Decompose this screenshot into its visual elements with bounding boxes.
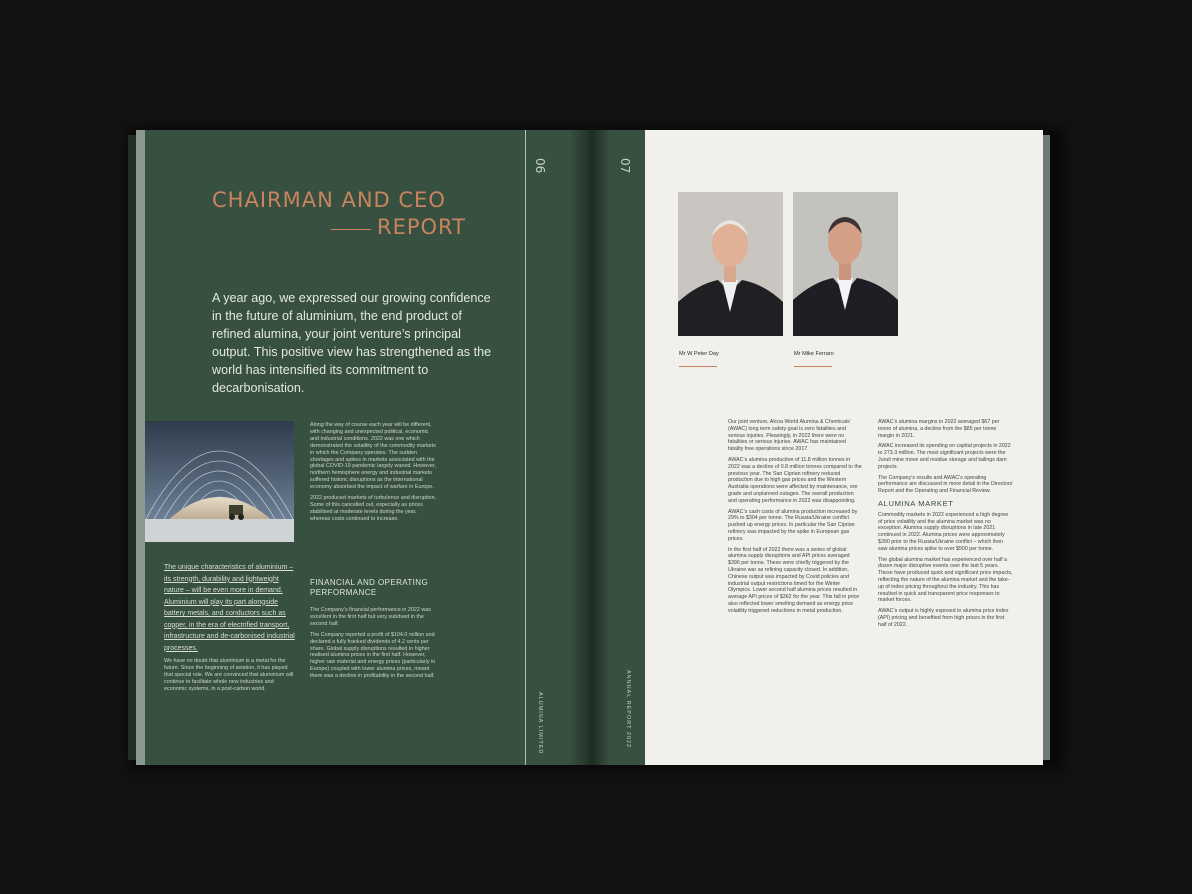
section-heading-alumina-market: ALUMINA MARKET — [878, 498, 954, 508]
portrait-photo-chairman — [678, 192, 783, 336]
paragraph: 2022 produced markets of turbulence and disruption. Some of this cancelled out, especially as prices stabilised at moderate levels during the year, whereas costs continued to increase. — [310, 495, 437, 522]
paragraph: We have no doubt that aluminium is a metal for the future. Since the beginning of aviation, it has played that special role. We are convinced that aluminium will continue to facilitate whole new industries and economic systems, in a post-carbon world. — [164, 658, 294, 692]
left-column3-text — [164, 658, 296, 697]
left-column1-text — [310, 422, 437, 527]
report-title-line2: REPORT — [377, 215, 466, 239]
spine-label-left: ALUMINA LIMITED — [537, 692, 543, 755]
spine-label-right: ANNUAL REPORT 2022 — [625, 670, 631, 749]
right-column2-text — [878, 419, 1014, 633]
spine-shadow — [570, 130, 610, 765]
caption-rule — [794, 366, 832, 367]
intro-paragraph: A year ago, we expressed our growing confidence in the future of aluminium, the end product of refined alumina, your joint venture’s principal output. This positive view has strengthened as the world has intensified its commitment to decarbonisation. — [212, 291, 492, 395]
cover-edge-left — [128, 135, 136, 760]
title-rule — [331, 229, 371, 230]
page-number-left: 06 — [533, 158, 547, 174]
pull-quote: The unique characteristics of aluminium – its strength, durability and lightweight nature – will be even more in demand. Aluminium will play its part alongside battery metals, and conductors such as copper, in the era of electrified transport, infrastructure and de-carbonised industrial processes. — [164, 564, 295, 652]
paragraph: The Company’s financial performance in 2022 was excellent in the first half but very subdued in the second half. — [310, 607, 431, 627]
section-heading-financial: FINANCIAL AND OPERATING PERFORMANCE — [310, 578, 429, 597]
report-title-line1: CHAIRMAN AND CEO — [212, 188, 446, 212]
paragraph: AWAC’s output is highly exposed to alumina price index (API) pricing and benefited from high prices in the first half of 2022. — [878, 608, 1009, 628]
paragraph: Commodity markets in 2022 experienced a high degree of price volatility and the alumina market was no exception. Alumina supply disruptions in late 2021 continued in 2022. Alumina prices were approximately $390 prior to the Russia/Ukraine conflict – which then saw alumina prices spike to over $500 per tonne. — [878, 511, 1009, 552]
left-page-edge — [136, 130, 145, 765]
page-number-right: 07 — [618, 158, 632, 174]
paragraph: AWAC’s alumina margins in 2022 averaged $67 per tonne of alumina, a decline from the $85 per tonne margin in 2021. — [878, 419, 1000, 439]
paragraph: The Company’s results and AWAC’s operating performance are discussed in more detail in the Directors’ Report and the Operating and Financial Review. — [878, 474, 1014, 495]
alumina-storage-photo — [145, 421, 294, 542]
left-column2-text — [310, 607, 437, 684]
paragraph: The global alumina market has experienced over half a dozen major disruptive events over the last 5 years. These have produced quick and significant price impacts, reflecting the nature of the alumina market and the take-up of index pricing throughout the industry. This has resulted in quick and transparent price responses to market forces. — [878, 556, 1013, 604]
portrait-photo-ceo — [793, 192, 898, 336]
right-column1-text — [728, 419, 862, 619]
caption-chairman: Mr W Peter Day — [679, 351, 719, 357]
paragraph: AWAC increased its spending on capital projects in 2022 to 273.3 million. The most significant projects were the Juruti mine move and residue storage and tailings dam projects. — [878, 443, 1011, 470]
paragraph: AWAC’s alumina production of 11.8 million tonnes in 2022 was a decline of 0.8 million tonnes compared to the previous year. The San Ciprian refinery reduced production due to high gas prices and the Western Australia operations were affected by maintenance, ore grade and unplanned outages. The overall production and operating performance in 2022 was disappointing. — [728, 456, 862, 504]
caption-rule — [679, 366, 717, 367]
paragraph: Along the way of course each year will be different, with changing and unexpected political, economic and industrial conditions. 2022 was one which demonstrated the volatility of the commodity markets in which the Company operates. The sudden shortages and spikes in markets associated with the global COVID-19 pandemic largely waned. However, northern hemisphere energy and industrial markets suffered historic disruptions as the international economy absorbed the impact of warfare in Europe. — [310, 422, 436, 491]
paragraph: Our joint venture, Alcoa World Alumina & Chemicals’ (AWAC) long term safety goal is zero fatalities and serious injuries. Pleasingly, in 2022 there were no fatalities or serious injuries. AWAC has maintained fatality free operations since 2017. — [728, 419, 851, 453]
paragraph: The Company reported a profit of $104.0 million and declared a fully franked dividends of 4.2 cents per share. Global supply disruptions resulted in higher realised alumina prices in the first half. However, higher raw material and energy prices (particularly in Europe) coupled with lower alumina prices, meant there was a decline in profitability in the second half. — [310, 631, 436, 680]
caption-ceo: Mr Mike Ferraro — [794, 351, 834, 357]
paragraph: AWAC’s cash costs of alumina production increased by 29% to $304 per tonne. The Russia/Ukraine conflict pushed up energy prices. In particular the San Ciprian refinery was impacted by the spike in European gas prices. — [728, 508, 858, 542]
cover-edge-right — [1043, 135, 1050, 760]
left-page-divider-line — [525, 130, 526, 765]
paragraph: In the first half of 2022 there was a series of global alumina supply disruptions and API prices averaged $396 per tonne. These were chiefly triggered by the Ukraine war as refining capacity closed. In addition, Chinese output was impacted by Covid policies and industrial output restrictions timed for the Winter Olympics. Lower second half alumina prices resulted in average API prices of $362 for the year. This fall in price also reflected lower smelting demand as energy price volatility triggered reductions in metal production. — [728, 546, 860, 614]
